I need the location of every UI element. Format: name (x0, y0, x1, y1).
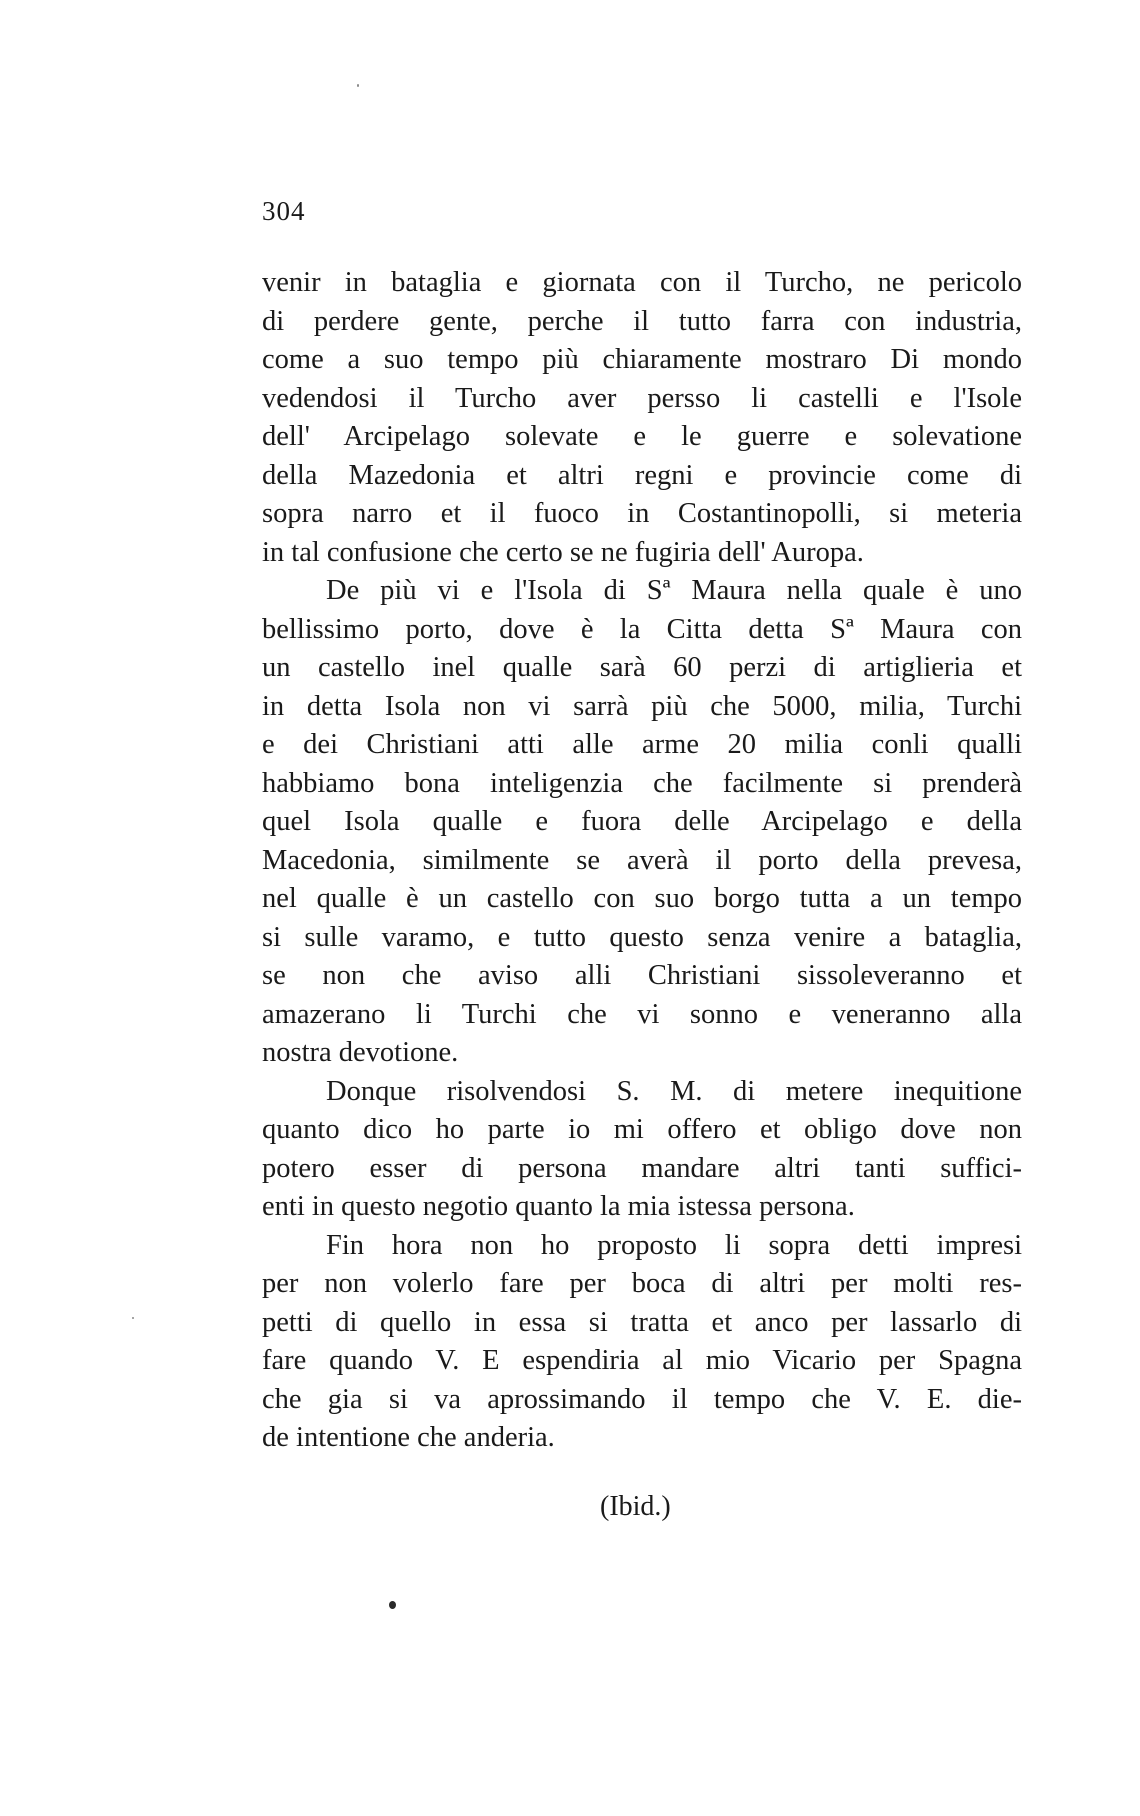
body-text (262, 264, 1022, 1458)
text-line: quel Isola qualle e fuora delle Arcipelago e della (262, 806, 1022, 837)
text-line: e dei Christiani atti alle arme 20 milia conli qualli (262, 729, 1022, 760)
text-line: amazerano li Turchi che vi sonno e veneranno alla (262, 998, 1022, 1030)
text-line: enti in questo negotio quanto la mia istessa persona. (262, 1191, 855, 1222)
text-line: sopra narro et il fuoco in Costantinopolli, si meteria (262, 498, 1022, 529)
text-line: venir in bataglia e giornata con il Turcho, ne pericolo (262, 267, 1022, 298)
text-line: fare quando V. E espendiria al mio Vicario per Spagna (262, 1345, 1022, 1376)
paragraph-start-line: Donque risolvendosi S. M. di metere inequitione (326, 1075, 1022, 1107)
ink-speck (389, 1601, 396, 1609)
text-line: de intentione che anderia. (262, 1422, 555, 1453)
paragraph-start-line: De più vi e l'Isola di Sª Maura nella quale è uno (326, 575, 1022, 606)
text-line: per non volerlo fare per boca di altri per molti res- (262, 1268, 1022, 1299)
text-line: si sulle varamo, e tutto questo senza venire a bataglia, (262, 921, 1022, 953)
text-line: nel qualle è un castello con suo borgo tutta a un tempo (262, 883, 1022, 914)
paragraph-start-line: Fin hora non ho proposto li sopra detti impresi (326, 1229, 1022, 1261)
page-number: 304 (262, 196, 306, 226)
text-line: della Mazedonia et altri regni e provincie come di (262, 459, 1022, 491)
text-line: bellissimo porto, dove è la Citta detta Sª Maura con (262, 613, 1022, 645)
text-line: in tal confusione che certo se ne fugiria dell' Auropa. (262, 536, 864, 568)
text-line: petti di quello in essa si tratta et anco per lassarlo di (262, 1306, 1022, 1338)
source-citation: (Ibid.) (600, 1491, 671, 1522)
ink-speck (357, 84, 359, 87)
text-line: di perdere gente, perche il tutto farra con industria, (262, 305, 1022, 337)
ink-speck (132, 1317, 134, 1319)
text-line: come a suo tempo più chiaramente mostraro Di mondo (262, 344, 1022, 375)
text-line: Macedonia, similmente se averà il porto della prevesa, (262, 844, 1022, 876)
text-line: potero esser di persona mandare altri tanti suffici- (262, 1152, 1022, 1184)
text-line: quanto dico ho parte io mi offero et obligo dove non (262, 1114, 1022, 1145)
text-line: nostra devotione. (262, 1037, 459, 1068)
text-line: dell' Arcipelago solevate e le guerre e solevatione (262, 421, 1022, 452)
text-line: habbiamo bona inteligenzia che facilmente si prenderà (262, 767, 1022, 799)
text-line: in detta Isola non vi sarrà più che 5000, milia, Turchi (262, 690, 1022, 722)
text-line: se non che aviso alli Christiani sissoleveranno et (262, 960, 1022, 991)
text-line: vedendosi il Turcho aver persso li castelli e l'Isole (262, 382, 1022, 414)
text-line: un castello inel qualle sarà 60 perzi di artiglieria et (262, 652, 1022, 683)
text-line: che gia si va aprossimando il tempo che V. E. die- (262, 1383, 1022, 1415)
